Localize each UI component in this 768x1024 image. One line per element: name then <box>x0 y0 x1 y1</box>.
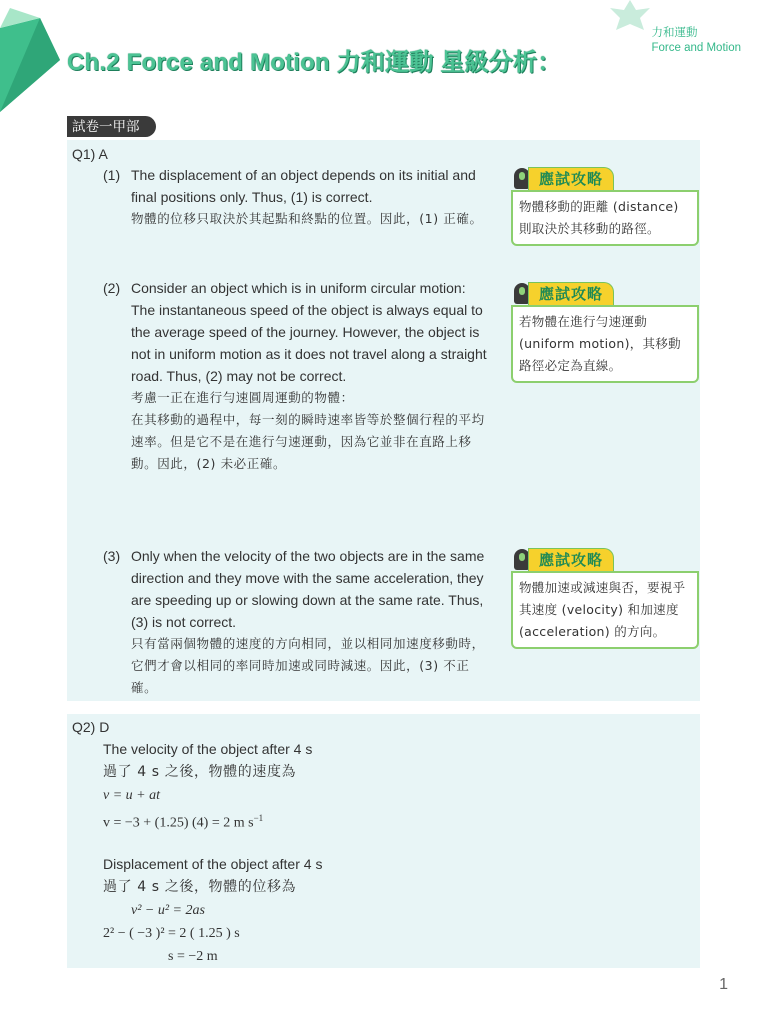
q1-item1-zh: 物體的位移只取決於其起點和終點的位置。因此，(1) 正確。 <box>131 211 483 226</box>
q1-item3-en: Only when the velocity of the two objects are in the same direction and they move with the same acceleration, they are speeding up or slowing down at the same rate. Thus, (3) is not correct. <box>131 548 485 630</box>
q1-item2-num: (2) <box>103 280 121 296</box>
q2-eq1: v = u + at <box>103 788 160 803</box>
q1-item2-zh1: 考慮一正在進行勻速圓周運動的物體： <box>131 390 354 405</box>
q1-item3 <box>131 545 493 699</box>
q2-eq3: v² − u² = 2as <box>131 903 205 918</box>
q2-eq2 <box>103 807 263 835</box>
chapter-tag-en: Force and Motion <box>651 42 741 54</box>
q2-displacement-zh: 過了 4 s 之後，物體的位移為 <box>103 879 297 895</box>
q2-eq4: 2² − ( −3 )² = 2 ( 1.25 ) s <box>103 926 240 941</box>
q1-item3-zh: 只有當兩個物體的速度的方向相同，並以相同加速度移動時，它們才會以相同的率同時加速或同時減速。因此，(3) 不正確。 <box>131 636 485 695</box>
tip-header <box>511 281 699 305</box>
q1-item1-num: (1) <box>103 167 121 183</box>
q1-item2-zh2: 在其移動的過程中，每一刻的瞬時速率皆等於整個行程的平均速率。但是它不是在進行勻速運動，因為它並非在直路上移動。因此，(2) 未必正確。 <box>131 412 485 471</box>
q2-eq2-main: v = −3 + (1.25) (4) = 2 m s <box>103 815 254 831</box>
q2-velocity-en: The velocity of the object after 4 s <box>103 741 313 757</box>
q1-item2-en1: Consider an object which is in uniform circular motion: <box>131 280 466 296</box>
tip-text: 物體移動的距離 (distance) 則取決於其移動的路徑。 <box>511 190 699 246</box>
q1-item1 <box>131 164 493 230</box>
tip-box-1 <box>511 166 699 246</box>
tip-title: 應試攻略 <box>528 548 614 571</box>
q1-item2 <box>131 277 493 475</box>
page-title: Ch.2 Force and Motion 力和運動 星級分析： <box>67 49 562 76</box>
q1-item1-en: The displacement of an object depends on its initial and final positions only. Thus, (1) is correct. <box>131 167 476 205</box>
q2-displacement-en: Displacement of the object after 4 s <box>103 856 323 872</box>
q1-item2-en2: The instantaneous speed of the object is always equal to the average speed of the journey. However, the object is not in uniform motion as it does not travel along a straight road. Thus, (2) may not be correct. <box>131 302 487 384</box>
q2-eq5: s = −2 m <box>168 949 218 964</box>
tip-text: 若物體在進行勻速運動 (uniform motion)，其移動路徑必定為直線。 <box>511 305 699 383</box>
tip-box-2 <box>511 281 699 383</box>
tip-header <box>511 547 699 571</box>
q1-header: Q1) A <box>72 146 108 162</box>
tip-box-3 <box>511 547 699 649</box>
page-number: 1 <box>719 976 728 993</box>
chapter-tag-zh: 力和運動 <box>651 27 698 39</box>
q1-item3-num: (3) <box>103 548 121 564</box>
tip-title: 應試攻略 <box>528 282 614 305</box>
tip-title: 應試攻略 <box>528 167 614 190</box>
tip-text: 物體加速或減速與否，要視乎其速度 (velocity) 和加速度 (acceleration) 的方向。 <box>511 571 699 649</box>
q2-header: Q2) D <box>72 719 110 735</box>
q2-velocity-zh: 過了 4 s 之後，物體的速度為 <box>103 764 297 780</box>
tip-header <box>511 166 699 190</box>
section-tab: 試卷一甲部 <box>67 116 156 137</box>
q2-eq2-sup: −1 <box>253 813 264 823</box>
chapter-tag <box>652 26 742 56</box>
q2-panel <box>67 714 700 968</box>
